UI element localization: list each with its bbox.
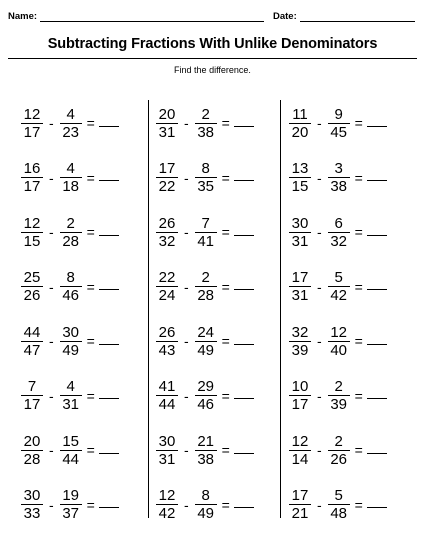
denominator: 32 [158, 232, 176, 250]
denominator: 44 [158, 396, 176, 413]
numerator: 4 [60, 106, 82, 124]
numerator: 15 [60, 433, 82, 451]
subtrahend-fraction [196, 269, 216, 304]
answer-blank[interactable] [99, 334, 119, 345]
subtrahend-fraction [61, 106, 81, 141]
numerator: 2 [195, 106, 217, 124]
minuend-fraction [290, 160, 310, 195]
denominator: 40 [330, 341, 348, 359]
numerator: 30 [156, 433, 178, 451]
denominator: 39 [330, 396, 348, 413]
numerator: 12 [328, 324, 350, 342]
instruction-text: Find the difference. [174, 65, 251, 75]
answer-blank[interactable] [234, 116, 254, 127]
answer-blank[interactable] [367, 116, 387, 127]
denominator: 41 [197, 232, 215, 250]
minuend-fraction [22, 324, 42, 359]
denominator: 38 [197, 450, 215, 468]
numerator: 26 [156, 215, 178, 233]
equals-sign: = [354, 115, 363, 131]
denominator: 31 [158, 123, 176, 141]
problem-item [290, 485, 415, 525]
answer-blank[interactable] [367, 334, 387, 345]
subtrahend-fraction [61, 487, 81, 522]
equals-sign: = [221, 333, 230, 349]
denominator: 42 [330, 287, 348, 304]
numerator: 16 [21, 160, 43, 178]
numerator: 22 [156, 269, 178, 287]
minuend-fraction [22, 215, 42, 250]
equals-sign: = [86, 333, 95, 349]
denominator: 28 [197, 287, 215, 304]
problem-item [22, 376, 147, 416]
equals-sign: = [86, 387, 95, 404]
answer-blank[interactable] [234, 170, 254, 181]
minuend-fraction [157, 160, 177, 195]
equals-sign: = [354, 333, 363, 349]
minuend-fraction [22, 106, 42, 141]
answer-blank[interactable] [234, 388, 254, 399]
minus-sign: - [184, 496, 189, 513]
numerator: 2 [328, 378, 350, 396]
subtrahend-fraction [196, 324, 216, 359]
name-field[interactable] [8, 11, 264, 22]
denominator: 32 [330, 232, 348, 250]
problem-item [22, 212, 147, 252]
denominator: 31 [291, 287, 309, 304]
answer-blank[interactable] [234, 497, 254, 508]
equals-sign: = [354, 169, 363, 186]
numerator: 2 [195, 269, 217, 287]
numerator: 3 [328, 160, 350, 178]
denominator: 24 [158, 287, 176, 304]
equals-sign: = [86, 115, 95, 131]
denominator: 37 [62, 505, 80, 522]
problem-item [290, 430, 415, 470]
minuend-fraction [157, 433, 177, 468]
minus-sign: - [49, 115, 54, 131]
subtrahend-fraction [196, 487, 216, 522]
problem-item [22, 321, 147, 361]
numerator: 4 [60, 160, 82, 178]
answer-blank[interactable] [99, 443, 119, 454]
problem-item [290, 212, 415, 252]
denominator: 17 [291, 396, 309, 413]
denominator: 31 [158, 450, 176, 468]
minus-sign: - [184, 278, 189, 295]
minus-sign: - [317, 333, 322, 349]
minus-sign: - [184, 387, 189, 404]
answer-blank[interactable] [99, 170, 119, 181]
problem-item [22, 103, 147, 143]
equals-sign: = [221, 387, 230, 404]
denominator: 22 [158, 178, 176, 195]
subtrahend-fraction [329, 269, 349, 304]
worksheet-title: Subtracting Fractions With Unlike Denominators [47, 36, 378, 52]
numerator: 26 [156, 324, 178, 342]
minuend-fraction [22, 378, 42, 413]
denominator: 48 [330, 505, 348, 522]
subtrahend-fraction [196, 215, 216, 250]
minus-sign: - [317, 224, 322, 240]
numerator: 2 [328, 433, 350, 451]
minuend-fraction [290, 106, 310, 141]
denominator: 38 [330, 178, 348, 195]
equals-sign: = [221, 169, 230, 186]
minus-sign: - [317, 496, 322, 513]
answer-blank[interactable] [234, 225, 254, 236]
numerator: 9 [328, 106, 350, 124]
subtrahend-fraction [61, 160, 81, 195]
answer-blank[interactable] [99, 388, 119, 399]
numerator: 10 [289, 378, 311, 396]
date-field[interactable] [273, 11, 415, 22]
numerator: 13 [289, 160, 311, 178]
equals-sign: = [354, 496, 363, 513]
numerator: 24 [195, 324, 217, 342]
subtrahend-fraction [329, 487, 349, 522]
date-label: Date: [273, 11, 297, 22]
numerator: 29 [195, 378, 217, 396]
subtrahend-fraction [329, 324, 349, 359]
answer-blank[interactable] [367, 279, 387, 290]
minuend-fraction [290, 324, 310, 359]
minus-sign: - [317, 169, 322, 186]
denominator: 44 [62, 450, 80, 468]
subtrahend-fraction [196, 433, 216, 468]
equals-sign: = [221, 278, 230, 295]
numerator: 12 [21, 215, 43, 233]
numerator: 21 [195, 433, 217, 451]
equals-sign: = [86, 278, 95, 295]
numerator: 12 [156, 487, 178, 505]
numerator: 25 [21, 269, 43, 287]
denominator: 49 [197, 505, 215, 522]
answer-blank[interactable] [234, 279, 254, 290]
subtrahend-fraction [61, 215, 81, 250]
problem-item [290, 376, 415, 416]
equals-sign: = [86, 224, 95, 240]
minuend-fraction [22, 487, 42, 522]
denominator: 49 [197, 341, 215, 359]
answer-blank[interactable] [99, 225, 119, 236]
numerator: 7 [21, 378, 43, 396]
problem-item [22, 485, 147, 525]
minus-sign: - [49, 442, 54, 458]
minus-sign: - [49, 496, 54, 513]
subtrahend-fraction [196, 106, 216, 141]
problem-item [157, 376, 282, 416]
minus-sign: - [49, 387, 54, 404]
problem-item [157, 158, 282, 198]
problem-grid [0, 103, 425, 523]
numerator: 5 [328, 269, 350, 287]
minuend-fraction [290, 215, 310, 250]
equals-sign: = [221, 115, 230, 131]
minuend-fraction [290, 378, 310, 413]
denominator: 38 [197, 123, 215, 141]
equals-sign: = [221, 224, 230, 240]
minuend-fraction [157, 378, 177, 413]
denominator: 42 [158, 505, 176, 522]
minuend-fraction [22, 269, 42, 304]
numerator: 41 [156, 378, 178, 396]
denominator: 49 [62, 341, 80, 359]
numerator: 30 [289, 215, 311, 233]
denominator: 33 [23, 505, 41, 522]
subtrahend-fraction [329, 378, 349, 413]
answer-blank[interactable] [367, 388, 387, 399]
problem-item [157, 485, 282, 525]
problem-item [22, 267, 147, 307]
subtrahend-fraction [329, 160, 349, 195]
equals-sign: = [86, 442, 95, 458]
numerator: 7 [195, 215, 217, 233]
denominator: 17 [23, 123, 41, 141]
date-blank-line[interactable] [300, 11, 415, 22]
answer-blank[interactable] [99, 279, 119, 290]
denominator: 46 [62, 287, 80, 304]
problem-item [290, 158, 415, 198]
numerator: 20 [156, 106, 178, 124]
minus-sign: - [184, 442, 189, 458]
minus-sign: - [317, 442, 322, 458]
minus-sign: - [317, 115, 322, 131]
subtrahend-fraction [329, 106, 349, 141]
numerator: 11 [289, 106, 311, 124]
numerator: 2 [60, 215, 82, 233]
minuend-fraction [157, 269, 177, 304]
numerator: 8 [195, 487, 217, 505]
denominator: 18 [62, 178, 80, 195]
minuend-fraction [157, 487, 177, 522]
denominator: 23 [62, 123, 80, 141]
numerator: 30 [60, 324, 82, 342]
denominator: 47 [23, 341, 41, 359]
minus-sign: - [317, 278, 322, 295]
denominator: 28 [62, 232, 80, 250]
denominator: 21 [291, 505, 309, 522]
minuend-fraction [157, 215, 177, 250]
equals-sign: = [86, 496, 95, 513]
subtrahend-fraction [61, 378, 81, 413]
minus-sign: - [184, 333, 189, 349]
equals-sign: = [354, 278, 363, 295]
equals-sign: = [354, 387, 363, 404]
subtrahend-fraction [61, 324, 81, 359]
answer-blank[interactable] [99, 497, 119, 508]
problem-item [22, 158, 147, 198]
numerator: 6 [328, 215, 350, 233]
denominator: 15 [23, 232, 41, 250]
numerator: 20 [21, 433, 43, 451]
minuend-fraction [22, 433, 42, 468]
numerator: 17 [289, 269, 311, 287]
answer-blank[interactable] [99, 116, 119, 127]
numerator: 8 [60, 269, 82, 287]
minuend-fraction [157, 106, 177, 141]
numerator: 17 [156, 160, 178, 178]
minuend-fraction [290, 487, 310, 522]
equals-sign: = [354, 442, 363, 458]
problem-item [290, 103, 415, 143]
denominator: 15 [291, 178, 309, 195]
equals-sign: = [86, 169, 95, 186]
denominator: 28 [23, 450, 41, 468]
problem-item [157, 103, 282, 143]
numerator: 4 [60, 378, 82, 396]
denominator: 45 [330, 123, 348, 141]
minuend-fraction [290, 269, 310, 304]
problem-item [157, 430, 282, 470]
numerator: 17 [289, 487, 311, 505]
minuend-fraction [290, 433, 310, 468]
denominator: 31 [291, 232, 309, 250]
minus-sign: - [49, 278, 54, 295]
answer-blank[interactable] [367, 225, 387, 236]
subtrahend-fraction [196, 160, 216, 195]
denominator: 35 [197, 178, 215, 195]
title-divider [8, 58, 417, 59]
minus-sign: - [49, 224, 54, 240]
problem-item [22, 430, 147, 470]
problem-item [290, 321, 415, 361]
minus-sign: - [49, 169, 54, 186]
subtrahend-fraction [196, 378, 216, 413]
answer-blank[interactable] [367, 497, 387, 508]
denominator: 17 [23, 396, 41, 413]
minus-sign: - [184, 115, 189, 131]
numerator: 5 [328, 487, 350, 505]
problem-item [157, 212, 282, 252]
minuend-fraction [157, 324, 177, 359]
numerator: 12 [21, 106, 43, 124]
name-label: Name: [8, 11, 38, 22]
minus-sign: - [184, 169, 189, 186]
denominator: 26 [23, 287, 41, 304]
minuend-fraction [22, 160, 42, 195]
subtrahend-fraction [329, 433, 349, 468]
name-blank-line[interactable] [40, 11, 264, 22]
equals-sign: = [221, 496, 230, 513]
answer-blank[interactable] [367, 170, 387, 181]
equals-sign: = [354, 224, 363, 240]
numerator: 19 [60, 487, 82, 505]
numerator: 30 [21, 487, 43, 505]
problem-item [157, 267, 282, 307]
answer-blank[interactable] [367, 443, 387, 454]
numerator: 32 [289, 324, 311, 342]
denominator: 17 [23, 178, 41, 195]
denominator: 31 [62, 396, 80, 413]
minus-sign: - [184, 224, 189, 240]
header-row [8, 11, 417, 27]
denominator: 20 [291, 123, 309, 141]
denominator: 26 [330, 450, 348, 468]
denominator: 39 [291, 341, 309, 359]
subtrahend-fraction [61, 269, 81, 304]
problem-item [290, 267, 415, 307]
answer-blank[interactable] [234, 334, 254, 345]
subtrahend-fraction [329, 215, 349, 250]
minus-sign: - [317, 387, 322, 404]
subtrahend-fraction [61, 433, 81, 468]
minus-sign: - [49, 333, 54, 349]
numerator: 8 [195, 160, 217, 178]
denominator: 46 [197, 396, 215, 413]
equals-sign: = [221, 442, 230, 458]
denominator: 14 [291, 450, 309, 468]
problem-item [157, 321, 282, 361]
numerator: 44 [21, 324, 43, 342]
denominator: 43 [158, 341, 176, 359]
answer-blank[interactable] [234, 443, 254, 454]
numerator: 12 [289, 433, 311, 451]
